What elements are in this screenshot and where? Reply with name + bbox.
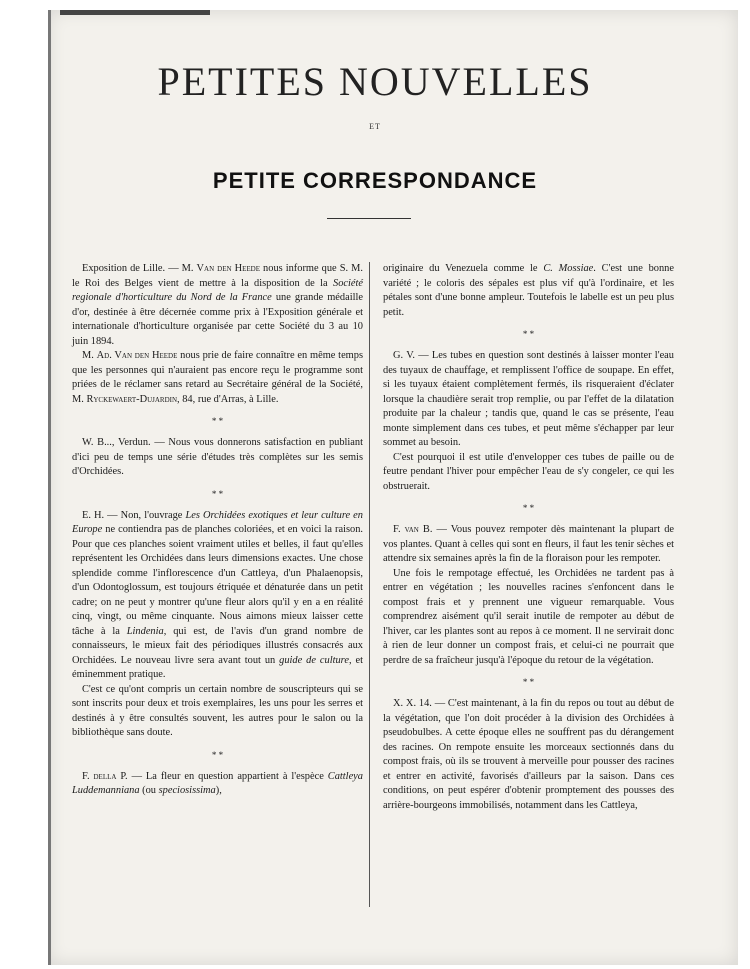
body-text: nous informe que S. M. le Roi des Belges vient de mettre à la disposition de la <box>72 263 363 289</box>
asterism-separator: * * <box>211 416 224 426</box>
paragraph-lille-programme <box>72 349 363 407</box>
italic-text: speciosissima <box>158 785 216 796</box>
scan-edge-top <box>60 10 210 15</box>
body-text: ), <box>215 785 222 796</box>
italic-text: Les Orchidées exotiques et leur culture en Europe <box>72 509 363 535</box>
page-subtitle: PETITE CORRESPONDANCE <box>212 168 538 193</box>
column-divider <box>369 262 370 907</box>
right-column <box>383 262 674 813</box>
italic-text: Cattleya Luddemanniana <box>72 770 363 796</box>
asterism-separator: * * <box>522 677 535 687</box>
paragraph-fvanb <box>383 523 674 567</box>
paragraph-gv: G. V. — Les tubes en question sont destinés à laisser monter l'eau des tuyaux de chauffage, et remplissent l'office de soupape. En effet, si les tuyaux étaient complètement fermés, ils risqueraient d'éclater lorsque la chaudière serait trop remplie, ou par l'effet de la dilatation produite par la chaleur ; tandis que, quand le cas se présente, l'eau monte simplement dans ces tubes, et peut même s'échapper par leur sommet au besoin. <box>383 350 674 448</box>
body-text: nous prie de faire connaître en même temps que les personnes qui n'auraient pas encore reçu le programme sont priées de le réclamer sans retard au Secrétaire général de la Société, M. <box>72 350 364 405</box>
lead-text: Exposition de Lille. — M. <box>82 263 197 274</box>
paragraph-continuation <box>383 262 674 320</box>
body-text: , 84, rue d'Arras, à Lille. <box>177 393 279 405</box>
paragraph-gv-tubes: C'est pourquoi il est utile d'envelopper ces tubes de paille ou de feutre pendant l'hiver pour empêcher l'eau de s'y congeler, ce qui les obstruerait. <box>383 451 674 492</box>
paragraph-xx14: X. X. 14. — C'est maintenant, à la fin du repos ou tout au début de la végétation, que l'on doit procéder à la division des Orchidées à pseudobulbes. A cette époque elles ne souffrent pas du dérangement des racines. On rempote ensuite les morceaux sectionnés dans du compost frais, où ils se trouvent à merveille pour pousser des racines et entrer en activité, favorisés d'ailleurs par la saison. Dans ces conditions, on peut espérer d'obtenir promptement des pousses des arrière-bourgeons immobilisés, notamment dans les Cattleya, <box>383 698 674 811</box>
body-text: ne contiendra pas de planches coloriées, et en voici la raison. Pour que ces planches soient vraiment utiles et belles, il faut qu'elles représentent les Orchidées dans leurs dimensions exactes. Une chose splendide comme l'inflorescence d'un Cattleya, d'un Phalaenopsis, d'un Odontoglossum, est toujours étriquée et dénaturée dans un petit cadre; on ne peut y montrer qu'une fleur alors qu'il y en a en réalité cinq, vingt, ou même cinquante. Nous aimons mieux laisser cette tâche à la <box>72 524 363 637</box>
body-text: originaire du Venezuela comme le <box>383 263 544 274</box>
body-text: . C'est une bonne variété ; le coloris des sépales est plus vif qu'à l'ordinaire, et les pétales sont d'une bonne ampleur. Toutefois le labelle est un peu plus petit. <box>383 263 674 318</box>
person-name: Ad. Van den Heede <box>96 350 178 361</box>
title-conjunction: ET <box>369 122 381 131</box>
asterism-separator: * * <box>211 488 224 499</box>
person-name: Van den Heede <box>196 263 260 274</box>
italic-text: guide de culture <box>279 654 349 666</box>
scan-edge-left <box>48 10 51 965</box>
page-title: PETITES NOUVELLES <box>157 59 593 104</box>
paragraph-eh <box>72 509 363 683</box>
italic-text: Lindenia <box>126 625 164 637</box>
body-text: , qui est, de l'avis d'un grand nombre de connaisseurs, le mieux fait des périodiques illustrés consacrés aux Orchidées. Le nouveau livre sera avant tout un <box>72 625 363 666</box>
paragraph-eh-subscribers: C'est ce qu'ont compris un certain nombre de souscripteurs qui se sont inscrits pour deux et trois exemplaires, les uns pour les serres et destinés à y être consultés souvent, les autres pour le salon ou la bibliothèque sans doute. <box>72 683 363 738</box>
body-text: E. H. — Non, l'ouvrage <box>82 509 186 521</box>
paragraph-fdella <box>72 770 363 799</box>
italic-text: C. Mossiae <box>543 263 594 274</box>
title-rule <box>327 218 411 219</box>
lead-text: M. <box>82 350 97 361</box>
person-name: Ryckewaert-Dujardin <box>86 393 178 405</box>
person-name: F. della P. <box>82 770 128 782</box>
body-text: — La fleur en question appartient à l'espèce <box>127 770 328 782</box>
paragraph-rempotage: Une fois le rempotage effectué, les Orchidées ne tardent pas à entrer en végétation ; les nouvelles racines s'enfoncent dans le compost frais et y prennent une vigueur remarquable. Vous comprendrez aisément qu'il serait inutile de rempoter au début de l'hiver, car les plantes sont au repos à ce moment. Il ne servirait donc à rien de leur donner un compost frais, et celui-ci ne pourrait que perdre de sa fraîcheur jusqu'à l'époque du retour de la végétation. <box>383 567 674 666</box>
asterism-separator: * * <box>522 503 535 513</box>
italic-text: Société regionale d'horticulture du Nord de la France <box>72 277 363 303</box>
paragraph-exposition-lille <box>72 262 363 349</box>
body-text: une grande médaille d'or, destinée à être décernée comme prix à l'Exposition générale et internationale d'horticulture organisée par cette Société du 3 au 10 juin 1894. <box>72 292 363 347</box>
left-column <box>72 262 363 799</box>
person-name: F. van B. <box>393 524 433 535</box>
body-text: — Vous pouvez rempoter dès maintenant la plupart de vos plantes. Quant à celles qui sont en fleurs, il faut les tenir sèches et attendre six semaines après la fin de la floraison pour les rempoter. <box>383 524 674 564</box>
paragraph-verdun: W. B..., Verdun. — Nous vous donnerons satisfaction en publiant d'ici peu de temps une série d'études très complètes sur les semis d'Orchidées. <box>72 437 363 477</box>
body-text: (ou <box>139 785 159 796</box>
asterism-separator: * * <box>522 329 535 339</box>
asterism-separator: * * <box>211 749 224 760</box>
body-text: , et éminemment pratique. <box>72 654 363 680</box>
